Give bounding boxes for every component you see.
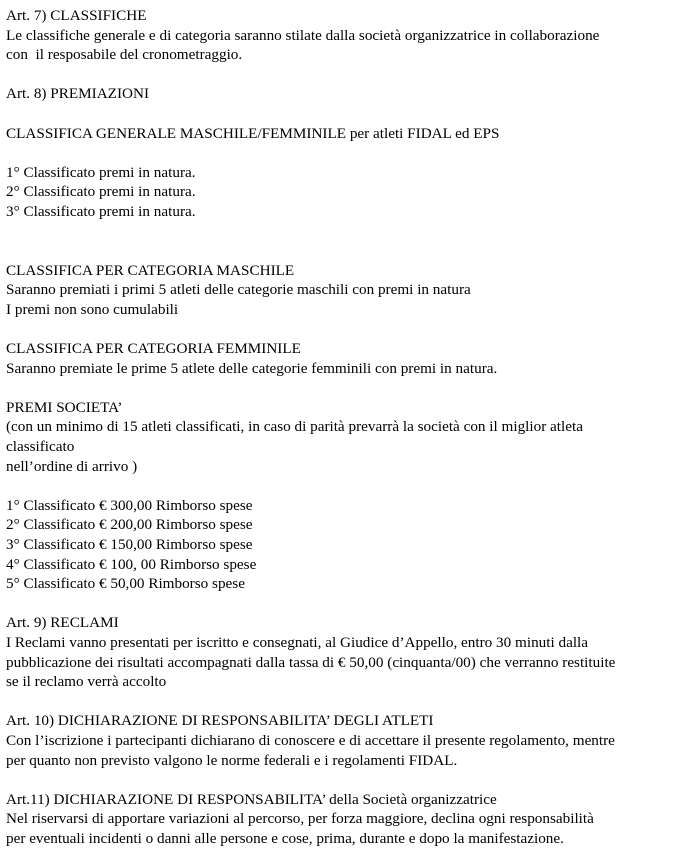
article-9-line-1: I Reclami vanno presentati per iscritto e consegnati, al Giudice d’Appello, entro 30 minuti dalla (6, 634, 589, 651)
article-11-line-1: Nel riservarsi di apportare variazioni al percorso, per forza maggiore, declina ogni responsabilità (6, 810, 594, 828)
society-prizes-heading: PREMI SOCIETA’ (6, 398, 123, 416)
article-11-line-2: per eventuali incidenti o danni alle persone e cose, prima, durante e dopo la manifestazione. (6, 829, 564, 847)
general-prize-2: 2° Classificato premi in natura. (6, 183, 196, 201)
article-7-title: Art. 7) CLASSIFICHE (6, 7, 147, 24)
society-prize-2: 2° Classificato € 200,00 Rimborso spese (6, 516, 253, 534)
article-9 (6, 613, 694, 691)
article-7-line-1: Le classifiche generale e di categoria saranno stilate dalla società organizzatrice in collaborazione (6, 26, 600, 44)
society-prizes-note-1: (con un minimo di 15 atleti classificati, in caso di parità prevarrà la società con il miglior atleta (6, 418, 583, 436)
general-prize-1: 1° Classificato premi in natura. (6, 163, 196, 181)
article-11-title: Art.11) DICHIARAZIONE DI RESPONSABILITA’ della Società organizzatrice (6, 790, 497, 808)
general-prize-3: 3° Classificato premi in natura. (6, 202, 196, 220)
article-10-line-2: per quanto non previsto valgono le norme federali e i regolamenti FIDAL. (6, 751, 458, 769)
article-7 (6, 6, 694, 65)
article-8 (6, 84, 694, 593)
general-ranking-heading: CLASSIFICA GENERALE MASCHILE/FEMMINILE per atleti FIDAL ed EPS (6, 124, 500, 142)
article-8-title: Art. 8) PREMIAZIONI (6, 85, 149, 103)
society-prizes-note-3: nell’ordine di arrivo ) (6, 457, 138, 475)
society-prize-4: 4° Classificato € 100, 00 Rimborso spese (6, 555, 257, 573)
article-10-title: Art. 10) DICHIARAZIONE DI RESPONSABILITA’ DEGLI ATLETI (6, 712, 434, 730)
article-9-title: Art. 9) RECLAMI (6, 614, 119, 632)
society-prize-1: 1° Classificato € 300,00 Rimborso spese (6, 496, 253, 514)
female-category-line-1: Saranno premiate le prime 5 atlete delle categorie femminili con premi in natura. (6, 359, 498, 377)
article-9-line-2: pubblicazione dei risultati accompagnati dalla tassa di € 50,00 (cinquanta/00) che verranno restituite (6, 653, 616, 671)
article-9-line-3: se il reclamo verrà accolto (6, 673, 167, 691)
society-prizes-note-2: classificato (6, 438, 75, 456)
article-10-line-1: Con l’iscrizione i partecipanti dichiarano di conoscere e di accettare il presente regolamento, mentre (6, 731, 615, 749)
society-prize-3: 3° Classificato € 150,00 Rimborso spese (6, 536, 253, 554)
article-11 (6, 790, 694, 849)
article-7-line-2: con il resposabile del cronometraggio. (6, 46, 243, 64)
male-category-heading: CLASSIFICA PER CATEGORIA MASCHILE (6, 261, 295, 279)
article-10 (6, 711, 694, 770)
male-category-line-1: Saranno premiati i primi 5 atleti delle categorie maschili con premi in natura (6, 281, 471, 299)
female-category-heading: CLASSIFICA PER CATEGORIA FEMMINILE (6, 340, 301, 358)
society-prize-5: 5° Classificato € 50,00 Rimborso spese (6, 575, 245, 593)
male-category-line-2: I premi non sono cumulabili (6, 300, 179, 318)
